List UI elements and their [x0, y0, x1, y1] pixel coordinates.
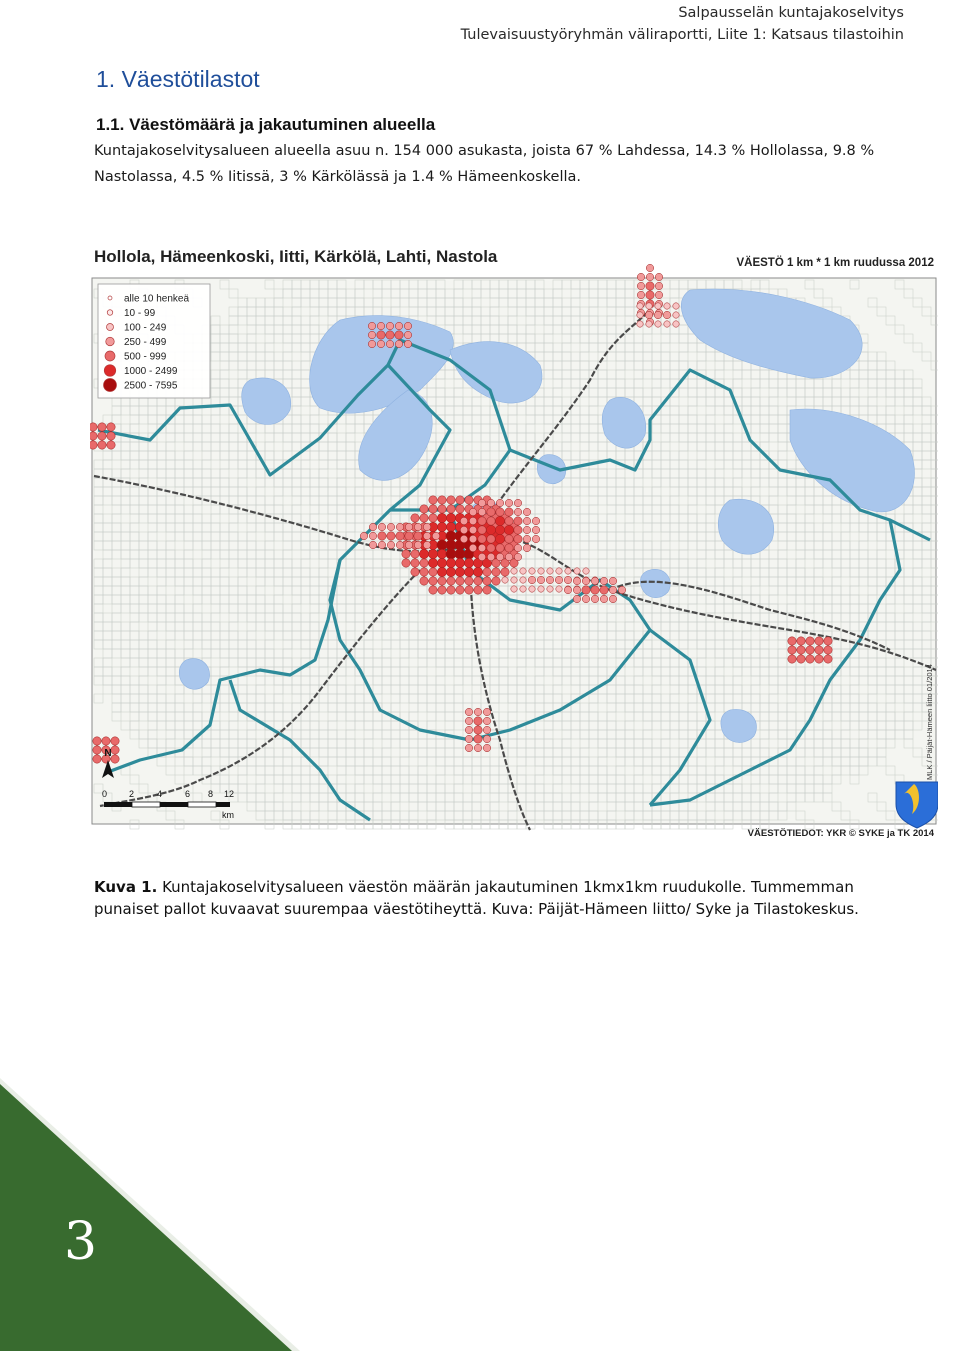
scale-tick-5: 12 — [224, 789, 235, 799]
caption-label: Kuva 1. — [94, 878, 158, 896]
caption-text: Kuntajakoselvitysalueen väestön määrän jakautuminen 1kmx1km ruudukolle. Tummemman punaiset pallot kuvaavat suurempaa väestötiheyttä. Kuva: Päijät-Hämeen liitto/ Syke ja Tilastokeskus. — [94, 878, 859, 918]
scale-unit: km — [222, 810, 234, 820]
legend-label: 100 - 249 — [124, 322, 167, 334]
map-title: Hollola, Hämeenkoski, Iitti, Kärkölä, Lahti, Nastola — [94, 247, 498, 266]
legend-swatch — [107, 324, 114, 331]
north-label: N — [104, 748, 112, 759]
legend-swatch — [106, 337, 115, 346]
map-legend — [98, 284, 210, 398]
scale-tick-0: 0 — [102, 789, 108, 799]
map-copyright: MLK / Päijät-Hämeen liitto 01/2014 — [925, 664, 934, 780]
header-line-2: Tulevaisuustyöryhmän väliraportti, Liite 1: Katsaus tilastoihin — [460, 27, 904, 43]
running-header — [461, 2, 904, 46]
figure-caption — [94, 876, 894, 920]
legend-label: 250 - 499 — [124, 337, 167, 348]
map-subtitle: VÄESTÖ 1 km * 1 km ruudussa 2012 — [736, 257, 934, 269]
map-source: VÄESTÖTIEDOT: YKR © SYKE ja TK 2014 — [747, 828, 934, 839]
legend-label: 2500 - 7595 — [124, 380, 178, 392]
scale-tick-1: 2 — [129, 789, 135, 799]
scale-tick-3: 6 — [185, 789, 191, 799]
legend-label: alle 10 henkeä — [124, 293, 190, 305]
legend-label: 500 - 999 — [124, 351, 167, 363]
population-map-figure — [90, 240, 938, 840]
section-title: 1. Väestötilastot — [96, 66, 260, 92]
legend-swatch — [108, 296, 112, 300]
scale-tick-2: 4 — [157, 789, 163, 799]
legend-swatch — [104, 365, 116, 377]
legend-label: 1000 - 2499 — [124, 366, 178, 377]
header-line-1: Salpausselän kuntajakoselvitys — [678, 5, 904, 21]
scale-tick-4: 8 — [208, 789, 214, 799]
legend-swatch — [105, 351, 115, 361]
page-number: 3 — [64, 1212, 98, 1272]
subsection-title: 1.1. Väestömäärä ja jakautuminen alueella — [96, 115, 436, 134]
population-map — [90, 240, 938, 840]
legend-label: 10 - 99 — [124, 308, 156, 319]
intro-paragraph: Kuntajakoselvitysalueen alueella asuu n. 154 000 asukasta, joista 67 % Lahdessa, 14.3 % Hollolassa, 9.8 % Nastolassa, 4.5 % Iitissä, 3 % Kärkölässä ja 1.4 % Hämeenkoskella. — [94, 143, 875, 185]
legend-swatch — [107, 310, 113, 316]
page-corner-decoration — [0, 1078, 300, 1351]
legend-swatch — [104, 379, 117, 392]
